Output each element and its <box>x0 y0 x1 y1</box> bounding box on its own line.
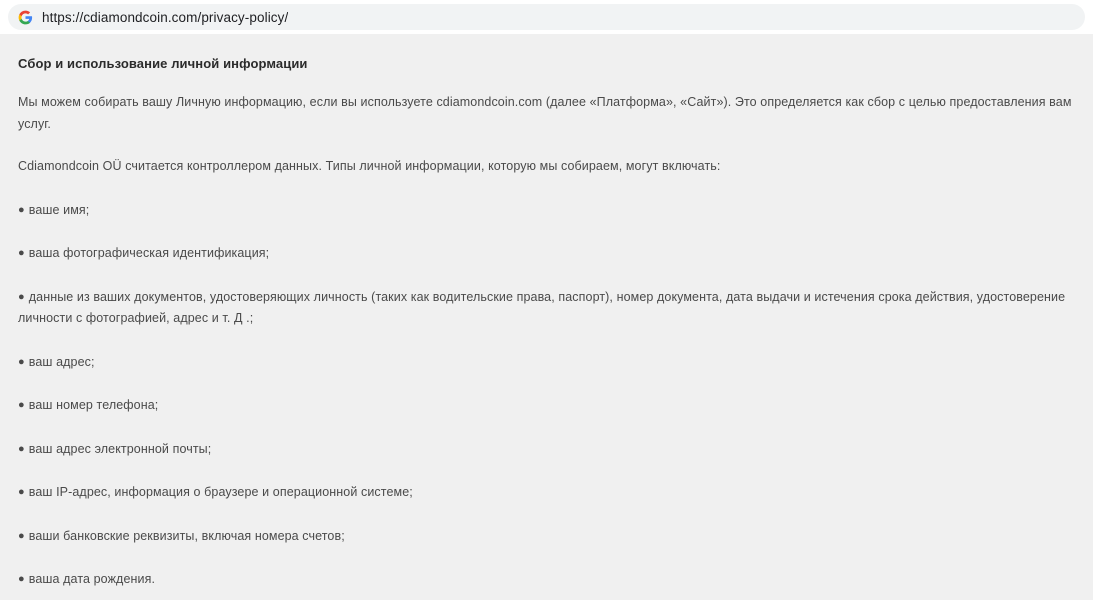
url-text: https://cdiamondcoin.com/privacy-policy/ <box>42 9 289 25</box>
bullet-marker-icon: ● <box>18 442 25 455</box>
bullet-marker-icon: ● <box>18 203 25 216</box>
list-item <box>18 330 1075 374</box>
list-item <box>18 547 1075 591</box>
list-item <box>18 373 1075 417</box>
list-item-label: ваша фотографическая идентификация; <box>28 246 270 260</box>
bullet-marker-icon: ● <box>18 529 25 542</box>
bullet-marker-icon: ● <box>18 247 25 259</box>
page-title: Сбор и использование личной информации <box>18 56 308 71</box>
bullet-marker-icon: ● <box>18 399 25 411</box>
google-g-icon <box>18 10 33 25</box>
list-item-label: ваш адрес электронной почты; <box>28 441 212 456</box>
intro-paragraph-1: Мы можем собирать вашу Личную информацию, если вы используете cdiamondcoin.com (далее «Платформа», «Сайт»). Это определяется как сбор с целью предоставления вам услуг. <box>18 95 1072 131</box>
list-item <box>18 221 1075 265</box>
list-item-label: ваша дата рождения. <box>28 572 156 586</box>
list-item <box>18 178 1075 222</box>
list-item <box>18 417 1075 461</box>
browser-toolbar <box>0 0 1093 34</box>
bullet-marker-icon: ● <box>18 573 25 585</box>
page-content <box>0 34 1093 600</box>
address-bar[interactable] <box>8 4 1085 30</box>
list-item <box>18 460 1075 504</box>
list-item <box>18 265 1075 330</box>
bullet-marker-icon: ● <box>18 355 25 368</box>
list-item <box>18 504 1075 548</box>
bullet-marker-icon: ● <box>18 486 25 498</box>
list-item-label: ваш IP-адрес, информация о браузере и операционной системе; <box>28 485 413 499</box>
bullet-marker-icon: ● <box>18 290 25 303</box>
list-item-label: ваш адрес; <box>28 354 95 369</box>
list-item-label: ваше имя; <box>28 202 90 217</box>
list-item-label: ваш номер телефона; <box>28 398 159 412</box>
list-item-label: данные из ваших документов, удостоверяющих личность (таких как водительские права, паспорт), номер документа, дата выдачи и истечения срока действия, удостоверение личности с фотографией, адрес и т. Д .; <box>18 289 1066 325</box>
list-item-label: ваши банковские реквизиты, включая номера счетов; <box>28 528 345 543</box>
intro-paragraph-2: Cdiamondcoin OÜ считается контроллером данных. Типы личной информации, которую мы собираем, могут включать: <box>18 159 721 173</box>
